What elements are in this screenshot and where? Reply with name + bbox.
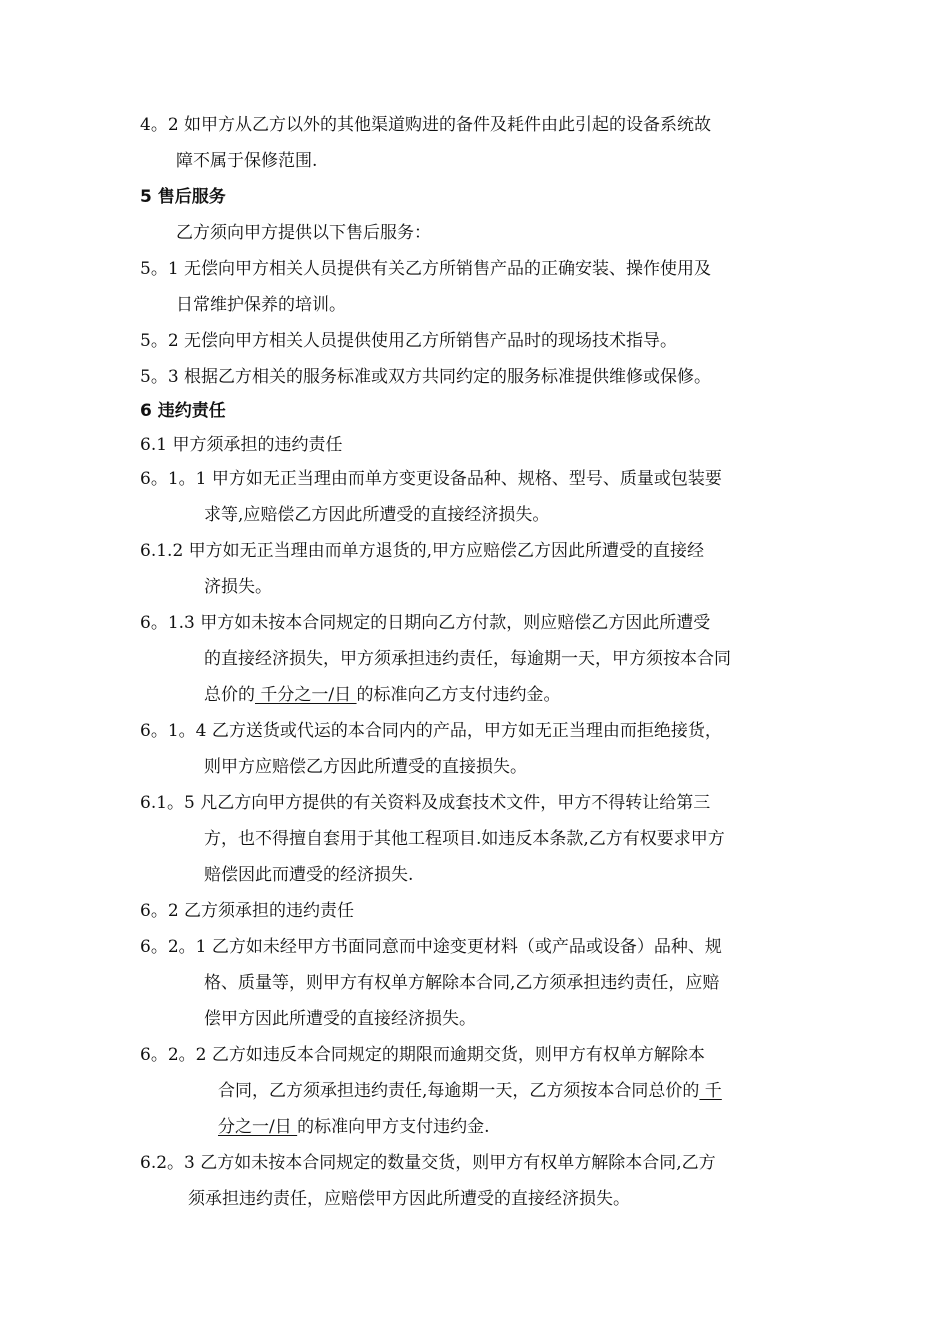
clause-6-2-1-line-1: 6。2。1 乙方如未经甲方书面同意而中途变更材料（或产品或设备）品种、规 bbox=[140, 937, 722, 957]
text-after: 的标准向乙方支付违约金。 bbox=[356, 685, 561, 705]
clause-6-1-title: 6.1 甲方须承担的违约责任 bbox=[140, 435, 343, 455]
section-5-intro: 乙方须向甲方提供以下售后服务： bbox=[176, 223, 431, 243]
clause-5-3: 5。3 根据乙方相关的服务标准或双方共同约定的服务标准提供维修或保修。 bbox=[140, 367, 712, 387]
section-6-heading: 6 违约责任 bbox=[140, 401, 226, 421]
clause-5-1-line-2: 日常维护保养的培训。 bbox=[176, 295, 346, 315]
clause-6-1-1-line-2: 求等,应赔偿乙方因此所遭受的直接经济损失。 bbox=[204, 505, 550, 525]
clause-6-1-2-line-2: 济损失。 bbox=[204, 577, 272, 597]
text-before: 合同，乙方须承担违约责任,每逾期一天，乙方须按本合同总价的 bbox=[218, 1081, 700, 1101]
clause-6-2-1-line-2: 格、质量等，则甲方有权单方解除本合同,乙方须承担违约责任，应赔 bbox=[204, 973, 720, 993]
section-5-heading: 5 售后服务 bbox=[140, 187, 226, 207]
clause-5-1-line-1: 5。1 无偿向甲方相关人员提供有关乙方所销售产品的正确安装、操作使用及 bbox=[140, 259, 712, 279]
clause-4-2-line-1: 4。2 如甲方从乙方以外的其他渠道购进的备件及耗件由此引起的设备系统故 bbox=[140, 115, 712, 135]
clause-6-1-1-line-1: 6。1。1 甲方如无正当理由而单方变更设备品种、规格、型号、质量或包装要 bbox=[140, 469, 722, 489]
clause-6-1-3-line-1: 6。1.3 甲方如未按本合同规定的日期向乙方付款，则应赔偿乙方因此所遭受 bbox=[140, 613, 711, 633]
clause-6-2-3-line-2: 须承担违约责任，应赔偿甲方因此所遭受的直接经济损失。 bbox=[188, 1189, 630, 1209]
clause-6-2-2-line-2 bbox=[218, 1079, 722, 1103]
underlined-rate-part-2: 分之一/日 bbox=[218, 1117, 298, 1137]
clause-4-2-line-2: 障不属于保修范围. bbox=[176, 151, 318, 171]
clause-6-2-2-line-1 bbox=[140, 1043, 705, 1067]
clause-6-1-3-line-2: 的直接经济损失，甲方须承担违约责任，每逾期一天，甲方须按本合同 bbox=[204, 649, 731, 669]
clause-6-2-3-line-1: 6.2。3 乙方如未按本合同规定的数量交货，则甲方有权单方解除本合同,乙方 bbox=[140, 1153, 716, 1173]
clause-6-1-5-line-2: 方，也不得擅自套用于其他工程项目.如违反本条款,乙方有权要求甲方 bbox=[204, 829, 725, 849]
clause-5-2: 5。2 无偿向甲方相关人员提供使用乙方所销售产品时的现场技术指导。 bbox=[140, 331, 678, 351]
text-before: 6。2。2 乙方如违反本合同规定的期限而逾期交货，则甲方有权单方解除本 bbox=[140, 1045, 705, 1065]
clause-6-1-5-line-3: 赔偿因此而遭受的经济损失. bbox=[204, 865, 414, 885]
clause-6-1-3-line-3 bbox=[204, 683, 561, 707]
underlined-rate-part-1: 千 bbox=[699, 1081, 722, 1101]
clause-6-1-4-line-1: 6。1。4 乙方送货或代运的本合同内的产品，甲方如无正当理由而拒绝接货， bbox=[140, 721, 722, 741]
clause-6-1-2-line-1: 6.1.2 甲方如无正当理由而单方退货的,甲方应赔偿乙方因此所遭受的直接经 bbox=[140, 541, 705, 561]
clause-6-2-1-line-3: 偿甲方因此所遭受的直接经济损失。 bbox=[204, 1009, 476, 1029]
text-before: 总价的 bbox=[204, 685, 255, 705]
clause-6-1-4-line-2: 则甲方应赔偿乙方因此所遭受的直接损失。 bbox=[204, 757, 527, 777]
clause-6-2-2-line-3 bbox=[218, 1115, 490, 1139]
clause-6-1-5-line-1: 6.1。5 凡乙方向甲方提供的有关资料及成套技术文件，甲方不得转让给第三 bbox=[140, 793, 711, 813]
text-after: 的标准向甲方支付违约金. bbox=[297, 1117, 490, 1137]
underlined-rate: 千分之一/日 bbox=[255, 685, 357, 705]
clause-6-2-title: 6。2 乙方须承担的违约责任 bbox=[140, 901, 355, 921]
